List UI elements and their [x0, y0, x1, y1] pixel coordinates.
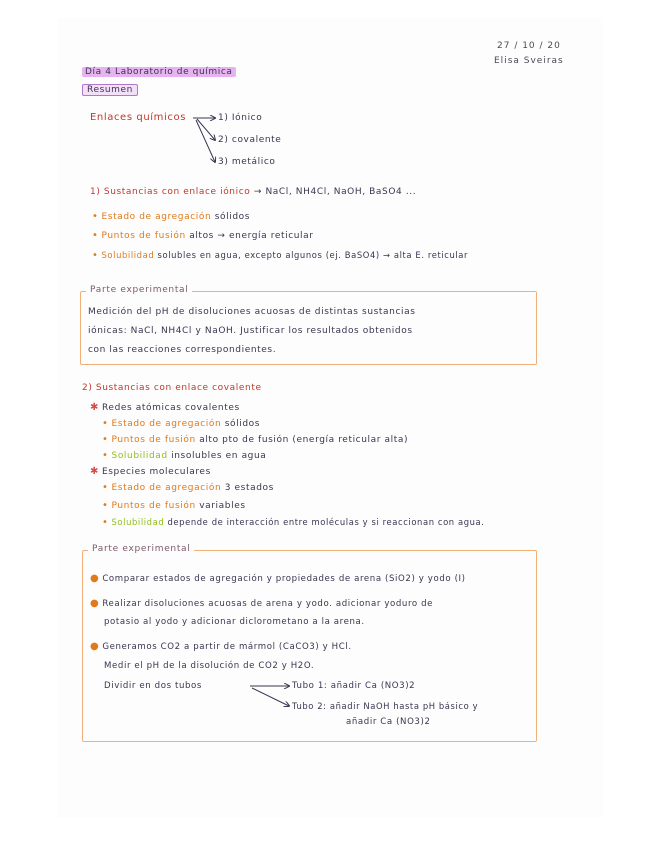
redes-item-fusion: • Puntos de fusión alto pto de fusión (energía reticular alta) [102, 434, 409, 445]
covalent-group-moleculares: ✱ Especies moleculares [90, 466, 211, 477]
step-3-line-1: ● Generamos CO2 a partir de mármol (CaCO3) y HCl. [90, 641, 352, 652]
experimental-label-1: Parte experimental [86, 285, 192, 295]
step-2-line-2: potasio al yodo y adicionar diclorometano a la arena. [104, 617, 365, 627]
ionic-heading: 1) Sustancias con enlace iónico → NaCl, NH4Cl, NaOH, BaSO4 ... [90, 187, 417, 197]
moleculares-item-fusion: • Puntos de fusión variables [102, 500, 246, 511]
section-label-resumen: Resumen [82, 84, 138, 96]
date: 27 / 10 / 20 [497, 41, 561, 51]
covalent-group-redes: ✱ Redes atómicas covalentes [90, 402, 240, 413]
author-name: Elisa Sveiras [494, 56, 564, 66]
ionic-item-fusion: • Puntos de fusión altos → energía reticular [92, 230, 314, 241]
step-3-line-2: Medir el pH de la disolución de CO2 y H2O. [104, 661, 315, 671]
experimental-label-2: Parte experimental [88, 544, 194, 554]
tubo-1: Tubo 1: añadir Ca (NO3)2 [292, 681, 416, 691]
experimental-1-line-2: iónicas: NaCl, NH4Cl y NaOH. Justificar los resultados obtenidos [88, 326, 413, 336]
tubo-2-line-1: Tubo 2: añadir NaOH hasta pH básico y [292, 701, 479, 711]
ionic-item-estado: • Estado de agregación sólidos [92, 211, 251, 222]
enlace-type-ionico: 1) Iónico [218, 113, 263, 123]
redes-item-solubilidad: • Solubilidad insolubles en agua [102, 450, 267, 461]
step-1: ● Comparar estados de agregación y propiedades de arena (SiO2) y yodo (I) [90, 573, 466, 584]
ionic-item-solubilidad: • Solubilidad solubles en agua, excepto algunos (ej. BaSO4) → alta E. reticular [92, 250, 469, 261]
enlaces-label: Enlaces químicos [90, 112, 187, 123]
page-title: Día 4 Laboratorio de química [82, 66, 236, 78]
covalent-heading: 2) Sustancias con enlace covalente [82, 383, 262, 393]
step-2-line-1: ● Realizar disoluciones acuosas de arena y yodo. adicionar yoduro de [90, 598, 434, 609]
moleculares-item-estado: • Estado de agregación 3 estados [102, 482, 274, 493]
experimental-1-line-3: con las reacciones correspondientes. [88, 345, 277, 355]
enlace-type-covalente: 2) covalente [218, 135, 282, 145]
enlace-type-metalico: 3) metálico [218, 157, 276, 167]
experimental-1-line-1: Medición del pH de disoluciones acuosas de distintas sustancias [88, 307, 416, 317]
step-3-line-3: Dividir en dos tubos [104, 681, 202, 691]
redes-item-estado: • Estado de agregación sólidos [102, 418, 261, 429]
moleculares-item-solubilidad: • Solubilidad depende de interacción entre moléculas y si reaccionan con agua. [102, 517, 485, 528]
tubo-2-line-2: añadir Ca (NO3)2 [346, 717, 431, 727]
